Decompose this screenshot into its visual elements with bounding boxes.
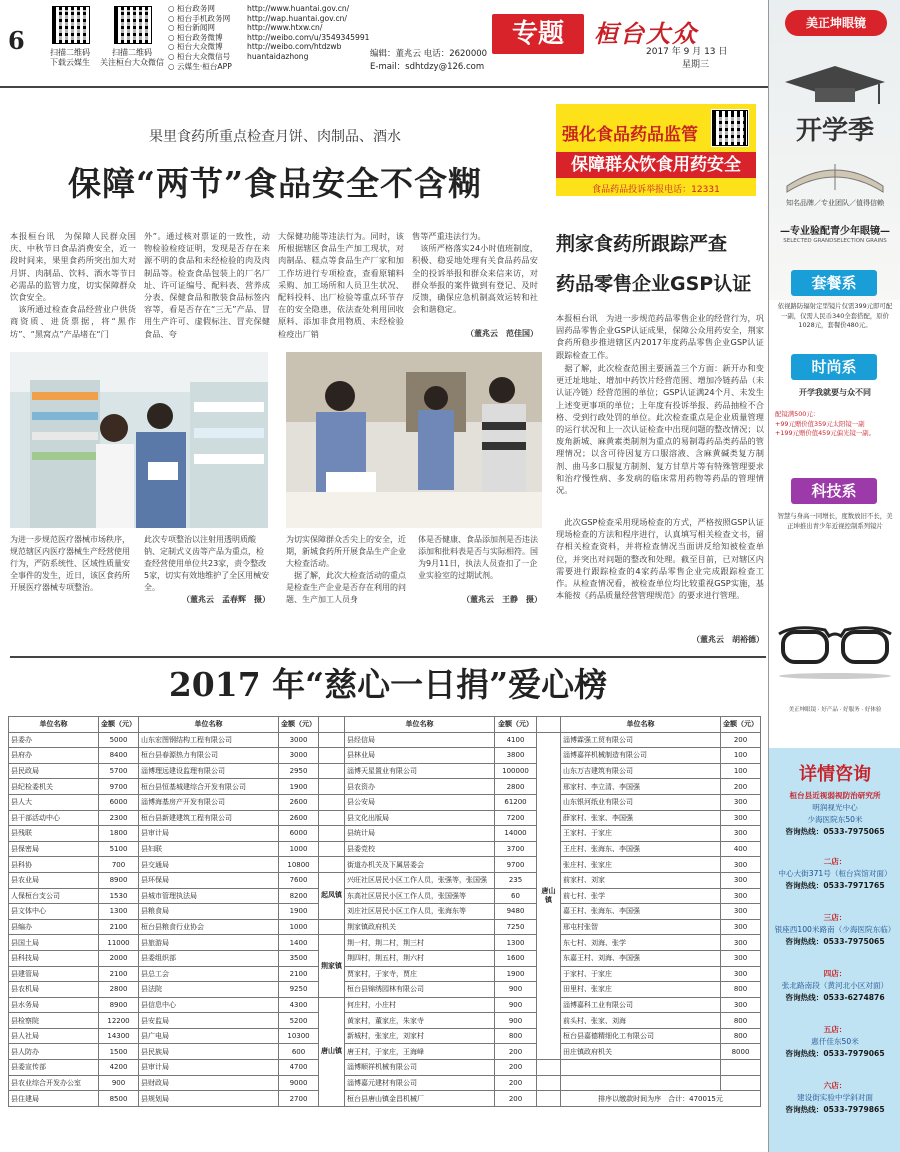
- table-row: 县委宣传部 4200 县审计局 4700 淄博顺祥机械有限公司 200: [9, 1060, 761, 1076]
- header-links: [168, 4, 370, 71]
- tech-series-text: 智慧与身高一同增长，度数放旧不长，美正坤推出青少年近视控制系列镜片: [777, 512, 893, 530]
- header-link[interactable]: ○ 桓台大众微博 http://weibo.com/htdzwb: [168, 42, 342, 52]
- fashion-series-slogan: 开学我就要与众不同: [799, 388, 871, 397]
- table-row: 县科协 700 县交通局 10800 街道办机关及下属居委会 9700 张庄村、张家庄 300: [9, 857, 761, 873]
- books-icon: [783, 150, 887, 194]
- photo1-byline: （董兆云 孟春辉 摄）: [182, 595, 270, 604]
- store-entry: 四店： 张北路南段（黄河北小区对面） 咨询热线：0533-6274876: [781, 969, 889, 1002]
- header-link[interactable]: ○ 桓台手机政务网 http://wap.huantai.gov.cn/: [168, 13, 347, 23]
- qr-code-wechat[interactable]: [114, 6, 152, 44]
- photo2-caption-2: 体是否健康、食品添加剂是否违法添加和批料表是否与实际相符。国为9月11日，执法人员查扣了一企业实验室的过期试剂。: [418, 535, 538, 580]
- eyewear-advertisement: [768, 0, 900, 1152]
- article-byline: （董兆云 范佳国）: [466, 329, 538, 338]
- table-row: 县农业综合开发办公室 900 县财政局 9000 淄博嘉元建材有限公司 200: [9, 1075, 761, 1091]
- table-row: 县检察院 12200 县安监局 5200 黄家村，董家庄，朱家寺 900 前头村、张家、刘海 800: [9, 1013, 761, 1029]
- package-series-button[interactable]: 套餐系: [791, 270, 877, 296]
- table-row: 县建管局 2100 县总工会 2100 贾家村，于家寺，贾庄 1900 于家村、于家庄 300: [9, 966, 761, 982]
- store-entry: 三店： 银座西100米路南（少海医院东临） 咨询热线：0533-7975065: [774, 913, 896, 946]
- header-link[interactable]: ○ 桓台政务微博 http://weibo.com/u/3549345991: [168, 32, 370, 42]
- table-row: 县人大 6000 淄博海基房产开发有限公司 2600 县公安局 61200 山东银河纸业有限公司 300: [9, 794, 761, 810]
- table-row: 县科技局 2000 县委组织部 3500 荆四村，荆五村，荆六村 1600 东嘉王村、刘海、李国强 300: [9, 950, 761, 966]
- photo-food-enterprise-inspection: [286, 352, 542, 528]
- banner-line-2: 保障群众饮食用药安全: [556, 152, 756, 178]
- article-column-1: 本报桓台讯 为保障人民群众国庆、中秋节日食品消费安全，近一段时间来，果里食药所突出加大对月饼、肉制品、饮料、酒水等节日必需品的监管力度，切实保障群众饮食安全。 该所通过检查食品经营业户供货商资质、进货票据，将“黑作坊”、“黑窝点”产品堵在“门: [10, 231, 136, 339]
- page-number: 6: [8, 26, 25, 55]
- qr2-caption: 扫描二维码 关注桓台大众微信: [100, 48, 164, 67]
- donation-total-note: 排序以缴款时间为序 合计：470015元: [561, 1091, 761, 1107]
- article2-paragraph-1: 本报桓台讯 为进一步规范药品零售企业的经营行为，巩固药品零售企业GSP认证成果，保障公众用药安全，荆家食药所稳步推进辖区内2017年度药品零售企业GSP认证跟踪检查工作。: [556, 313, 764, 360]
- photo-medical-device-inspection: [10, 352, 268, 528]
- table-row: 县保密局 5100 县妇联 1000 县委党校 3700 王庄村、张海东、李国强 400: [9, 841, 761, 857]
- masthead-logo: 桓台大众: [594, 19, 698, 48]
- table-row: 县住建局 8500 县规划局 2700 桓台县唐山镇金昌机械厂 200 排序以缴款时间为序 合计：470015元: [9, 1091, 761, 1107]
- table-row: 县委办 5000 山东宏图钢结构工程有限公司 3000 县经信局 4100 唐山镇 淄博霖强工贸有限公司 200: [9, 732, 761, 748]
- consult-title: 详情咨询: [799, 764, 871, 785]
- fashion-series-offer: 配镜满500元： +99元赠价值359元太阳镜一副 +199元赠价值459元偏光镜一副。: [775, 410, 876, 437]
- store-contacts: [769, 748, 900, 1152]
- food-drug-supervision-banner: [556, 104, 756, 196]
- store-entry: 五店： 惠仟佳东50米 咨询热线：0533-7979065: [785, 1025, 885, 1058]
- article-kicker: 果里食药所重点检查月饼、肉制品、酒水: [149, 129, 401, 145]
- ad-brand-values: 知名品牌／专业团队／值得信赖: [786, 199, 884, 207]
- editor-info: 编辑：董兆云 电话：2620000 E-mail：sdhtdzy@126.com: [370, 49, 488, 72]
- ad-english-tagline: SELECTED GRANDSELECTION GRAINS: [783, 238, 887, 244]
- banner-qr-code[interactable]: [712, 110, 748, 146]
- header-link[interactable]: ○ 桓台新闻网 http://www.htxw.cn/: [168, 23, 323, 33]
- banner-hotline: 食品药品投诉举报电话：12331: [592, 185, 720, 195]
- table-row: 县府办 8400 桓台县春源热力有限公司 3000 县林业局 3800 淄博嘉祥机械制造有限公司 100: [9, 748, 761, 764]
- ad-slogan: —专业验配青少年眼镜—: [780, 226, 890, 237]
- photo1-caption-2: 此次专项整治以注射用透明质酸钠、定制式义齿等产品为重点，检查经营使用单位共23家，责令整改5家，切实有效地维护了全区用械安全。: [144, 535, 270, 592]
- store-entry: 桓台县近视弱视防治研究所 明润视光中心 少海医院东50米 咨询热线：0533-7975065: [785, 791, 885, 836]
- header-link[interactable]: ○ 桓台大众微信号 huantaidazhong: [168, 51, 309, 61]
- table-row: 县民政局 5700 淄博理远建设监理有限公司 2950 淄博天星置业有限公司 100000 山东万吉建筑有限公司 100: [9, 763, 761, 779]
- table-row: 人保桓台支公司 1530 县城市管理执法局 8200 东高社区居民小区工作人员，张国强等 60 前七村、张学 300: [9, 888, 761, 904]
- fashion-series-button[interactable]: 时尚系: [791, 354, 877, 380]
- graduation-cap-icon: [779, 60, 891, 110]
- header-link[interactable]: ○ 云媒生·桓台APP: [168, 61, 232, 71]
- table-row: 县水务局 8900 县信息中心 4300 唐山镇 何庄村，小庄村 900 淄博嘉科工业有限公司 300: [9, 997, 761, 1013]
- table-row: 县国土局 11000 县旅游局 1400 荆家镇 荆一村，荆二村，荆三村 1300 东七村、刘海、张学 300: [9, 935, 761, 951]
- table-row: 县编办 2100 桓台县粮食行业协会 1000 荆家镇政府机关 7250 邢屯村张智 300: [9, 919, 761, 935]
- article2-paragraph-3: 此次GSP检查采用现场检查的方式，严格按照GSP认证现场检查的方法和程序进行，认真填写相关检查文书，留存相关检查资料，并将检查情况当面讲反给知被检查单位，并突出对问题的整改和处理。截至目前，已对辖区内需要进行跟踪检查的4家药品零售企业完成跟踪检查工作。从检查情况看，被检查单位均比较重视GSP实施，基本能按《药品质量经营管理规范》的要求进行管理。: [556, 517, 764, 601]
- table-row: 县人防办 1500 县民族局 600 唐王村，于家庄，王海峰 200 田庄镇政府机关 8000: [9, 1044, 761, 1060]
- donation-table-header: 单位名称 金额（元） 单位名称 金额（元） 单位名称 金额（元） 单位名称 金额（元）: [9, 717, 761, 733]
- article-column-2: 外”。通过核对票证的一致性，动物检验检疫证明，发现是否存在来源不明的食品和未经检验的肉及肉制品等。检查食品包装上的厂名厂址、许可证编号、配料表、营养成分表、保健食品和散装食品标签内容等，看是否存在“三无”产品、冒用生产许可、虚假标注、冒充保健食品、夸: [144, 231, 270, 339]
- banner-line-1: 强化食品药品监管: [562, 125, 698, 145]
- article-column-4: 售等严重违法行为。 该所严格落实24小时值班制度，积极、稳妥地处理有关食品药品安全的投诉举报和群众来信来访，对群众举报的案件做到有登记、及时反馈，确保应急机制高效运转和社会和谐稳定。: [412, 231, 538, 315]
- article2-byline: （董兆云 胡裕德）: [692, 635, 764, 644]
- table-row: 县文体中心 1300 县粮食局 1900 刘庄社区居民小区工作人员，张海东等 9480 嘉王村、张海东、李国强 300: [9, 904, 761, 920]
- table-row: 县干部活动中心 2300 桓台县新建建筑工程有限公司 2600 县文化出版局 7200 薛家村、张家、李国强 300: [9, 810, 761, 826]
- donation-list-title: 2017 年“慈心一日捐”爱心榜: [168, 665, 608, 704]
- article-column-3: 大保健功能等违法行为。同时，该所根据辖区食品生产加工现状，对肉制品、糕点等食品生产厂家和加工作坊进行专项检查，查看原辅料采购、加工场所和人员卫生状况、配料投料、出厂检验等重点环节存在的安全隐患，依法查处利用回收原料、添加非食用物质、未经检验检疫出厂销: [278, 231, 404, 339]
- photo2-caption: 为切实保障群众舌尖上的安全，近期，新城食药所开展食品生产企业大检查活动。 据了解，此次大检查活动的重点是检查生产企业是否存在利用的问题、生产加工人员身: [286, 535, 406, 604]
- table-row: 县农业局 8900 县环保局 7600 起凤镇 兴旺社区居民小区工作人员，张强等，张国强 235 前家村、刘家 300: [9, 872, 761, 888]
- ad-kaixueji: 开学季: [795, 116, 874, 146]
- article2-paragraph-2: 据了解，此次检查范围主要涵盖三个方面：新开办和变更迁址地址、增加中药饮片经营范围、增加冷链药品（未认证冷链）经营范围的单位；GSP认证满24个月、未发生上述变更事项的单位；上年度有投诉举报、药品抽检不合格、受到行政处罚的单位。此次检查重点是企业质量管理的运行状况和上一次认证检查中出现问题的整改情况；以废角新城、麻黄素类制剂为重点的易制毒药品类药品的管理情况；以含可待因复方口服溶液、含麻黄碱类复方制剂、曲马多口服复方制剂、复方甘草片等有特殊管理要求和治疗慢性病、多发病的临床常用药物等药品的管理情况。: [556, 363, 764, 496]
- store-entry: 二店： 中心大街371号（桓台宾馆对面） 咨询热线：0533-7971765: [778, 857, 892, 890]
- article2-headline: 荆家食药所跟踪严查 药品零售企业GSP认证: [556, 233, 752, 295]
- header-link[interactable]: ○ 桓台政务网 http://www.huantai.gov.cn/: [168, 4, 350, 13]
- ad-top-panel: [769, 0, 900, 300]
- package-series-text: 依视路防辐射定型镜片仅需399元即可配一副，仅需人民币340全套搭配，原价1028元，套餐价480元。: [777, 302, 893, 329]
- photo1-caption: 为进一步规范医疗器械市场秩序，规范辖区内医疗器械生产经营使用行为，严防系统性、区域性质量安全事件的发生，近日，该区食药所开展医疗器械专项整治。: [10, 535, 130, 592]
- table-row: 县人社局 14300 县广电局 10300 新城村，张家庄，刘家村 800 桓台县嘉德精细化工有限公司 800: [9, 1028, 761, 1044]
- tech-series-button[interactable]: 科技系: [791, 478, 877, 504]
- qr1-caption: 扫描二维码 下载云媒生: [50, 48, 90, 67]
- store-entry: 六店： 建设街实验中学斜对面 咨询热线：0533-7979865: [785, 1081, 885, 1114]
- date-info: 2017 年 9 月 13 日 星期三: [646, 47, 728, 70]
- ad-brand-logo: 美正坤眼镜: [785, 10, 887, 36]
- article-headline: 保障“两节”食品安全不含糊: [68, 164, 482, 203]
- table-row: 县农机局 2800 县法院 9250 桓台县锦绣园林有限公司 900 田里村、张家庄 800: [9, 982, 761, 998]
- qr-code-app[interactable]: [52, 6, 90, 44]
- ad-footline: 美正坤眼镜 · 好产品 · 好服务 · 好体验: [788, 707, 882, 713]
- photo2-byline: （董兆云 王静 摄）: [462, 595, 542, 604]
- page-header: [0, 0, 768, 88]
- donation-table: [8, 716, 761, 1107]
- section-label: 专题: [492, 14, 584, 54]
- article-festival-food-safety: [10, 96, 548, 656]
- table-row: 县纪检委机关 9700 桓台县恒基城建综合开发有限公司 1900 县农资办 2800 邢家村、李立清、李国强 200: [9, 779, 761, 795]
- table-row: 县残联 1800 县审计局 6000 县统计局 14000 王家村、于家庄 300: [9, 826, 761, 842]
- eyeglasses-icon: [775, 610, 895, 680]
